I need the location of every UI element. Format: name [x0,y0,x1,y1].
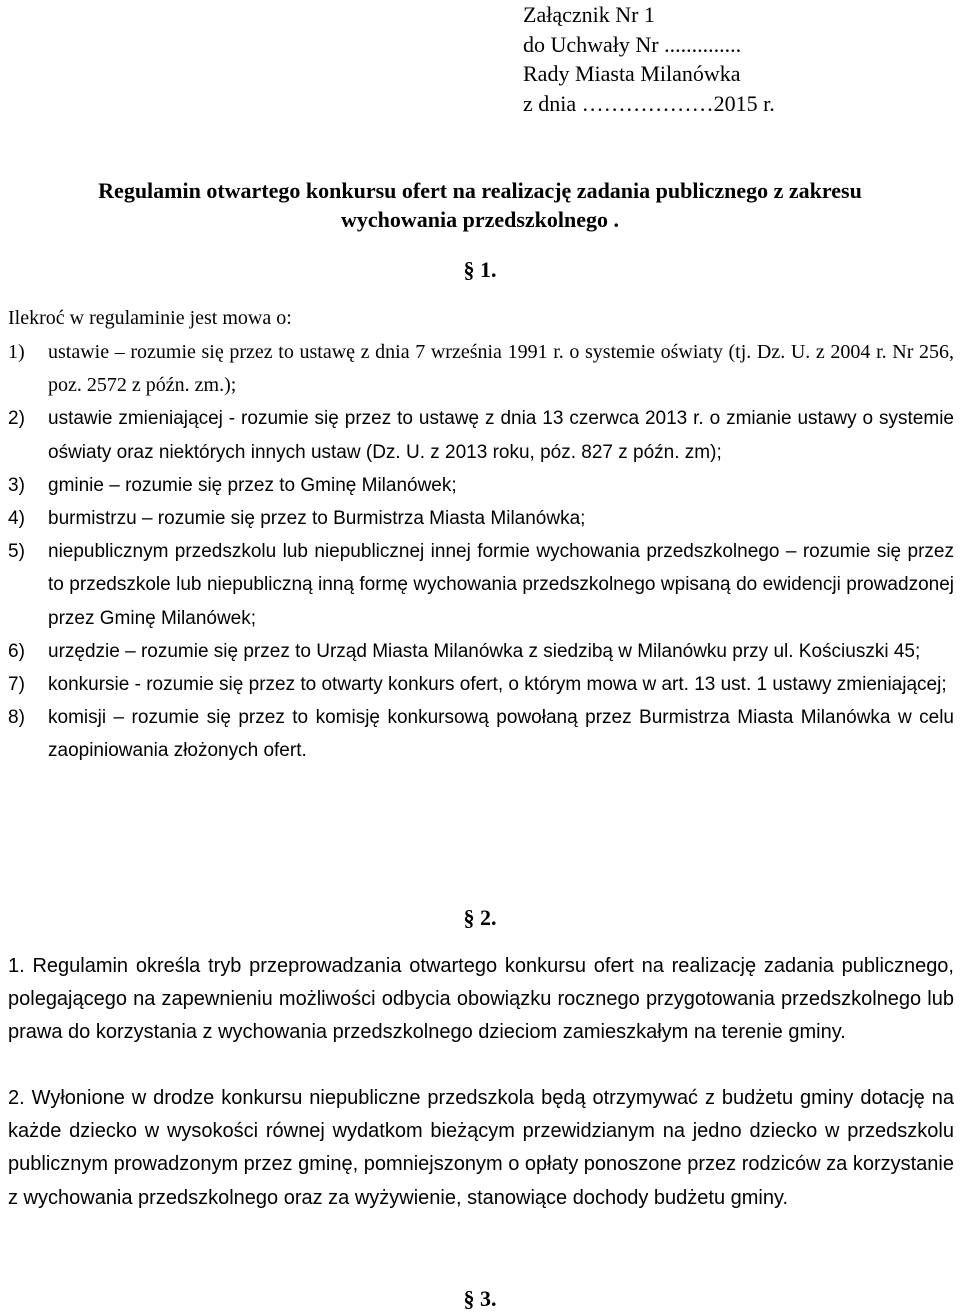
section-heading-2: § 2. [463,905,497,930]
list-item-number: 1) [8,341,25,363]
definitions-intro: Ilekroć w regulaminie jest mowa o: [8,307,292,329]
list-item-text: niepublicznym przedszkolu lub niepublicznej innej formie wychowania przedszkolnego – rozumie się przez to przedszkole lub niepubliczną inną formę wychowania przedszkolnego wpisaną do ewidencji prowadzonej przez Gminę Milanówek; [48,541,954,629]
list-item [8,635,954,668]
list-item-text: komisji – rozumie się przez to komisję konkursową powołaną przez Burmistrza Miasta Milanówka w celu zaopiniowania złożonych ofert. [48,707,954,762]
list-item-text: ustawie zmieniającej - rozumie się przez to ustawę z dnia 13 czerwca 2013 r. o zmianie ustawy o systemie oświaty oraz niektórych innych ustaw (Dz. U. z 2013 roku, póz. 827 z późn. zm); [48,408,954,463]
document-title: Regulamin otwartego konkursu ofert na realizację zadania publicznego z zakresu wychowania przedszkolnego . [98,178,862,232]
annex-line: Załącznik Nr 1 [523,2,655,27]
list-item [8,502,954,535]
list-item [8,402,954,468]
annex-line: Rady Miasta Milanówka [523,61,741,86]
section-2-paragraph-2: 2. Wyłonione w drodze konkursu niepubliczne przedszkola będą otrzymywać z budżetu gminy dotację na każde dziecko w wysokości równej wydatkom bieżącym przewidzianym na jedno dziecko w przedszkolu publicznym prowadzonym przez gminę, pomniejszonym o opłaty ponoszone przez rodziców za korzystanie z wychowania przedszkolnego oraz za wyżywienie, stanowiące dochody budżetu gminy. [8,1087,954,1209]
annex-line: do Uchwały Nr .............. [523,31,742,57]
list-item [8,701,954,767]
list-item [8,668,954,701]
section-heading-1: § 1. [463,257,497,282]
list-item [8,469,954,502]
list-item [8,535,954,635]
list-item-number: 3) [8,474,25,496]
list-item-text: urzędzie – rozumie się przez to Urząd Miasta Milanówka z siedzibą w Milanówku przy ul. Kościuszki 45; [48,640,921,662]
list-item-text: burmistrzu – rozumie się przez to Burmistrza Miasta Milanówka; [48,508,586,530]
list-item-text: ustawie – rozumie się przez to ustawę z dnia 7 września 1991 r. o systemie oświaty (tj. Dz. U. z 2004 r. Nr 256, poz. 2572 z późn. zm.); [48,341,954,397]
list-item-text: gminie – rozumie się przez to Gminę Milanówek; [48,474,457,496]
annex-header [523,0,775,118]
section-heading-3: § 3. [463,1286,497,1311]
list-item-number: 2) [8,408,25,430]
list-item-number: 5) [8,541,25,563]
list-item-number: 7) [8,674,25,696]
list-item-number: 6) [8,640,25,662]
list-item-text: konkursie - rozumie się przez to otwarty konkurs ofert, o którym mowa w art. 13 ust. 1 ustawy zmieniającej; [48,674,947,696]
list-item [8,336,954,402]
section-2-paragraph-1: 1. Regulamin określa tryb przeprowadzania otwartego konkursu ofert na realizację zadania publicznego, polegającego na zapewnieniu możliwości odbycia obowiązku rocznego przygotowania przedszkolnego lub prawa do korzystania z wychowania przedszkolnego dzieciom zamieszkałym na terenie gminy. [8,955,954,1044]
list-item-number: 8) [8,707,25,729]
list-item-number: 4) [8,508,25,530]
annex-line: z dnia ………………2015 r. [523,90,775,116]
definitions-list [8,336,954,768]
